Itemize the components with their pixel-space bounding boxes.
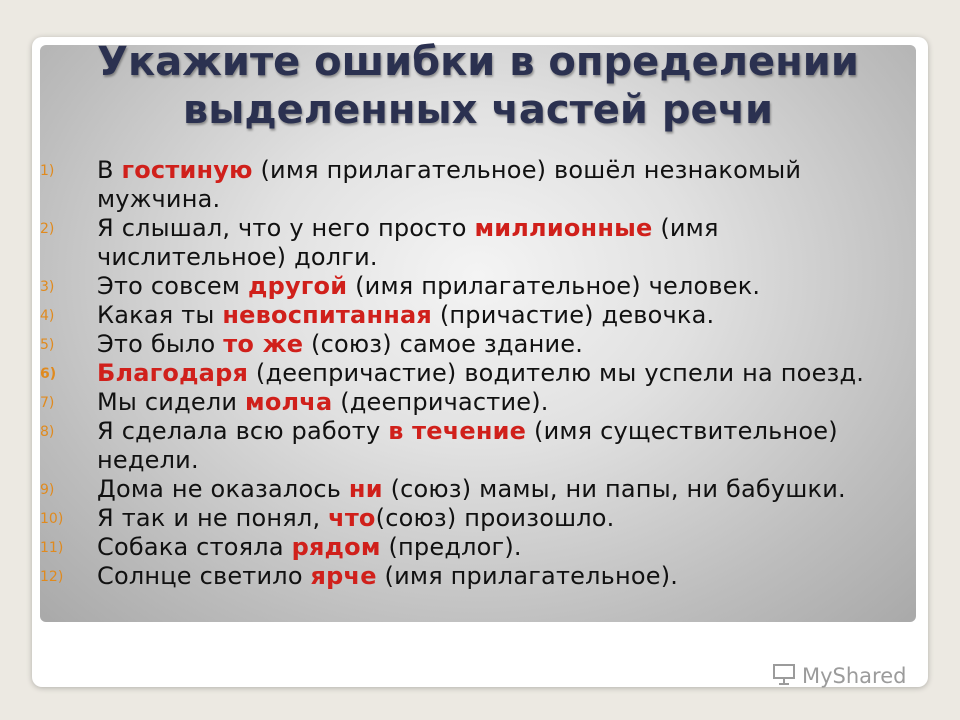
sentence-text: Я слышал, что у него просто — [97, 214, 475, 242]
highlighted-word: невоспитанная — [222, 301, 433, 329]
item-number: 5) — [40, 337, 55, 353]
list-item — [40, 533, 900, 562]
sentence-text: (деепричастие). — [332, 388, 549, 416]
sentence-text: (союз) самое здание. — [303, 330, 584, 358]
sentence-text: (имя числительное) долги. — [97, 214, 719, 271]
item-number: 1) — [40, 163, 55, 179]
list-item — [40, 214, 900, 272]
item-number: 10) — [40, 511, 64, 527]
sentence-text: Солнце светило — [97, 562, 311, 590]
highlighted-word: Благодаря — [97, 359, 249, 387]
highlighted-word: что — [328, 504, 376, 532]
sentence-text: (союз) мамы, ни папы, ни бабушки. — [382, 475, 846, 503]
highlighted-word: в течение — [388, 417, 527, 445]
sentence-text: (союз) произошло. — [375, 504, 615, 532]
sentence-text: (имя прилагательное) вошёл незнакомый мужчина. — [97, 156, 802, 213]
title-line-2: выделенных частей речи — [182, 87, 774, 133]
sentence-text: (имя прилагательное) человек. — [347, 272, 761, 300]
slide-title — [40, 38, 916, 134]
sentence-text: Это совсем — [97, 272, 248, 300]
item-number: 2) — [40, 221, 55, 237]
list-item — [40, 388, 900, 417]
sentence-text: Мы сидели — [97, 388, 246, 416]
item-number: 6) — [40, 366, 57, 382]
watermark-text: MyShared — [802, 664, 907, 688]
item-number: 3) — [40, 279, 55, 295]
sentence-text: В — [97, 156, 122, 184]
highlighted-word: гостиную — [121, 156, 253, 184]
sentence-text: (причастие) девочка. — [432, 301, 715, 329]
sentence-text: Я так и не понял, — [97, 504, 329, 532]
item-number: 8) — [40, 424, 55, 440]
sentence-text: Дома не оказалось — [97, 475, 349, 503]
sentence-text: (имя существительное) недели. — [97, 417, 838, 474]
highlighted-word: другой — [247, 272, 348, 300]
list-item — [40, 359, 900, 388]
watermark — [772, 660, 906, 692]
list-item — [40, 156, 900, 214]
list-item — [40, 417, 900, 475]
sentence-text: (деепричастие) водителю мы успели на поезд. — [248, 359, 865, 387]
list-item — [40, 330, 900, 359]
item-number: 12) — [40, 569, 64, 585]
presentation-board-icon — [772, 662, 796, 691]
sentence-text: (предлог). — [380, 533, 522, 561]
item-number: 9) — [40, 482, 55, 498]
highlighted-word: ярче — [310, 562, 377, 590]
list-item — [40, 562, 900, 591]
item-number: 7) — [40, 395, 55, 411]
sentence-text: Это было — [97, 330, 224, 358]
highlighted-word: рядом — [291, 533, 381, 561]
sentence-text: Какая ты — [97, 301, 223, 329]
sentence-text: Я сделала всю работу — [97, 417, 389, 445]
highlighted-word: то же — [223, 330, 304, 358]
list-item — [40, 272, 900, 301]
list-item — [40, 301, 900, 330]
list-item — [40, 504, 900, 533]
highlighted-word: ни — [348, 475, 383, 503]
title-line-1: Укажите ошибки в определении — [97, 39, 859, 85]
list-item — [40, 475, 900, 504]
sentence-text: (имя прилагательное). — [376, 562, 679, 590]
sentence-list — [40, 156, 900, 591]
highlighted-word: миллионные — [474, 214, 653, 242]
sentence-text: Собака стояла — [97, 533, 292, 561]
highlighted-word: молча — [245, 388, 333, 416]
item-number: 11) — [40, 540, 64, 556]
item-number: 4) — [40, 308, 55, 324]
